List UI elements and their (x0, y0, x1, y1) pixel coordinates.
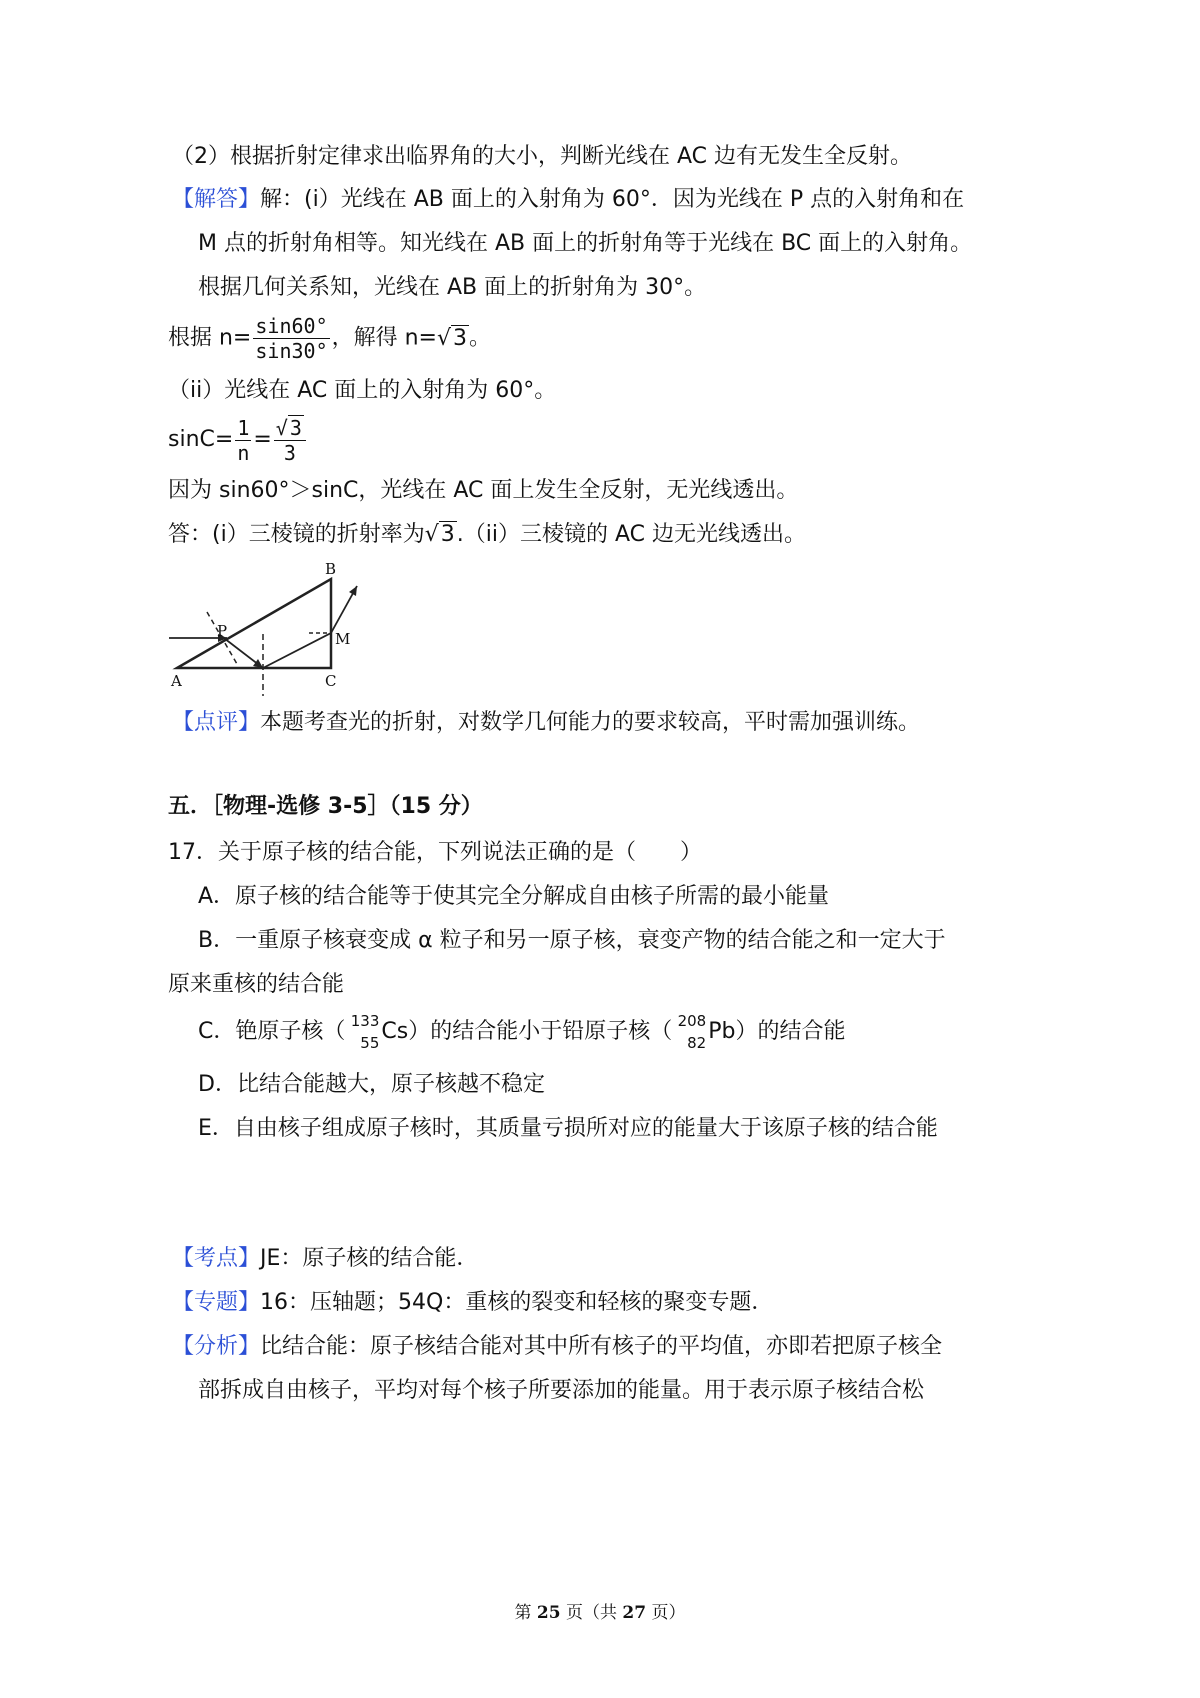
knowledge-point-text: JE：原子核的结合能． (260, 1246, 479, 1271)
formula-n-line (168, 314, 491, 363)
fraction-denominator: sin30° (255, 339, 328, 363)
formula-sinc-line (168, 414, 308, 466)
footer-end: 页） (646, 1603, 686, 1623)
sqrt-radicand: 3 (289, 415, 302, 440)
footer-middle: 页（共 (560, 1603, 623, 1623)
fraction-1-over-n (235, 416, 251, 465)
analysis-line (172, 1330, 942, 1364)
option-c-prefix: C．铯原子核（ (198, 1019, 346, 1044)
option-c (198, 1010, 845, 1054)
footer-page-number: 25 (536, 1603, 561, 1623)
fraction-denominator: 3 (283, 440, 296, 465)
nuclide-mass-number: 133 (350, 1012, 380, 1030)
page-footer (0, 1598, 1200, 1623)
conclusion-end: .（ii）三棱镜的 AC 边无光线透出。 (456, 522, 806, 547)
fraction-sqrt3-over-3 (274, 416, 306, 465)
option-c-middle: ）的结合能小于铅原子核（ (408, 1019, 673, 1044)
part-ii-line: （ii）光线在 AC 面上的入射角为 60°。 (168, 378, 557, 403)
nuclide-cs-numbers (345, 1011, 379, 1053)
fraction-sin60-sin30 (253, 314, 329, 363)
nuclide-symbol-cs: Cs (381, 1019, 409, 1044)
sqrt-3: √3 (424, 522, 455, 547)
footer-prefix: 第 (514, 1603, 537, 1623)
knowledge-point-tag: 【考点】 (172, 1246, 261, 1271)
section-heading: 五．［物理-选修 3-5］（15 分） (168, 794, 483, 819)
fraction-numerator: sin60° (255, 314, 328, 338)
prism-triangle (177, 579, 331, 668)
vertex-label-b: B (325, 560, 337, 578)
analysis-text: 比结合能：原子核结合能对其中所有核子的平均值，亦即若把原子核全 (260, 1334, 943, 1359)
comment-line (172, 706, 920, 740)
footer-total-pages: 27 (622, 1603, 647, 1623)
formula-equals: = (253, 427, 272, 452)
answer-line-3: 根据几何关系知，光线在 AB 面上的折射角为 30°。 (198, 275, 707, 300)
nuclide-symbol-pb: Pb (708, 1019, 736, 1044)
point-label-m: M (335, 630, 351, 648)
formula-sinc-prefix: sinC= (168, 427, 234, 452)
analysis-tag: 【分析】 (172, 1334, 261, 1359)
vertex-label-c: C (325, 672, 337, 690)
option-b-line-2: 原来重核的结合能 (168, 972, 345, 997)
comment-text: 本题考查光的折射，对数学几何能力的要求较高，平时需加强训练。 (260, 710, 921, 735)
point-label-p: P (217, 622, 228, 640)
analysis-line-2: （2）根据折射定律求出临界角的大小，判断光线在 AC 边有无发生全反射。 (172, 144, 913, 169)
topic-tag: 【专题】 (172, 1290, 261, 1315)
question-17: 17．关于原子核的结合能，下列说法正确的是（ ） (168, 840, 702, 865)
nuclide-mass-number: 208 (677, 1012, 707, 1030)
formula-n-mid: ，解得 n= (331, 325, 437, 351)
fraction-denominator: n (237, 440, 250, 465)
answer-text-1: 解：(i）光线在 AB 面上的入射角为 60°．因为光线在 P 点的入射角和在 (260, 187, 965, 212)
total-reflection-line: 因为 sin60°＞sinC，光线在 AC 面上发生全反射，无光线透出。 (168, 478, 799, 503)
fraction-numerator: √ 3 (274, 416, 306, 441)
option-a: A．原子核的结合能等于使其完全分解成自由核子所需的最小能量 (198, 884, 830, 909)
reflected-ray-qm (263, 633, 331, 668)
nuclide-atomic-number: 82 (687, 1034, 707, 1052)
formula-n-end: 。 (469, 325, 492, 351)
conclusion-prefix: 答：(i）三棱镜的折射率为 (168, 522, 425, 547)
comment-tag: 【点评】 (172, 710, 261, 735)
conclusion-line (168, 518, 806, 552)
option-b-line-1: B．一重原子核衰变成 α 粒子和另一原子核，衰变产物的结合能之和一定大于 (198, 928, 946, 953)
knowledge-point-line (172, 1242, 478, 1276)
analysis-line-cont: 部拆成自由核子，平均对每个核子所要添加的能量。用于表示原子核结合松 (198, 1378, 925, 1403)
sqrt-3: √3 (437, 325, 468, 351)
nuclide-pb-numbers (672, 1011, 706, 1053)
sqrt-radicand: 3 (440, 522, 455, 547)
vertex-label-a: A (171, 672, 182, 690)
topic-line (172, 1286, 773, 1320)
nuclide-atomic-number: 55 (360, 1034, 380, 1052)
formula-n-prefix: 根据 n= (168, 325, 252, 351)
answer-tag: 【解答】 (172, 187, 261, 212)
option-c-end: ）的结合能 (735, 1019, 846, 1044)
prism-diagram (165, 556, 375, 696)
option-e: E．自由核子组成原子核时，其质量亏损所对应的能量大于该原子核的结合能 (198, 1116, 938, 1141)
sqrt-radicand: 3 (453, 325, 468, 351)
topic-text: 16：压轴题；54Q：重核的裂变和轻核的聚变专题． (260, 1290, 774, 1315)
fraction-numerator: 1 (237, 415, 250, 440)
option-d: D．比结合能越大，原子核越不稳定 (198, 1072, 545, 1097)
answer-line-1 (172, 183, 964, 217)
answer-line-2: M 点的折射角相等。知光线在 AB 面上的折射角等于光线在 BC 面上的入射角。 (198, 231, 973, 256)
